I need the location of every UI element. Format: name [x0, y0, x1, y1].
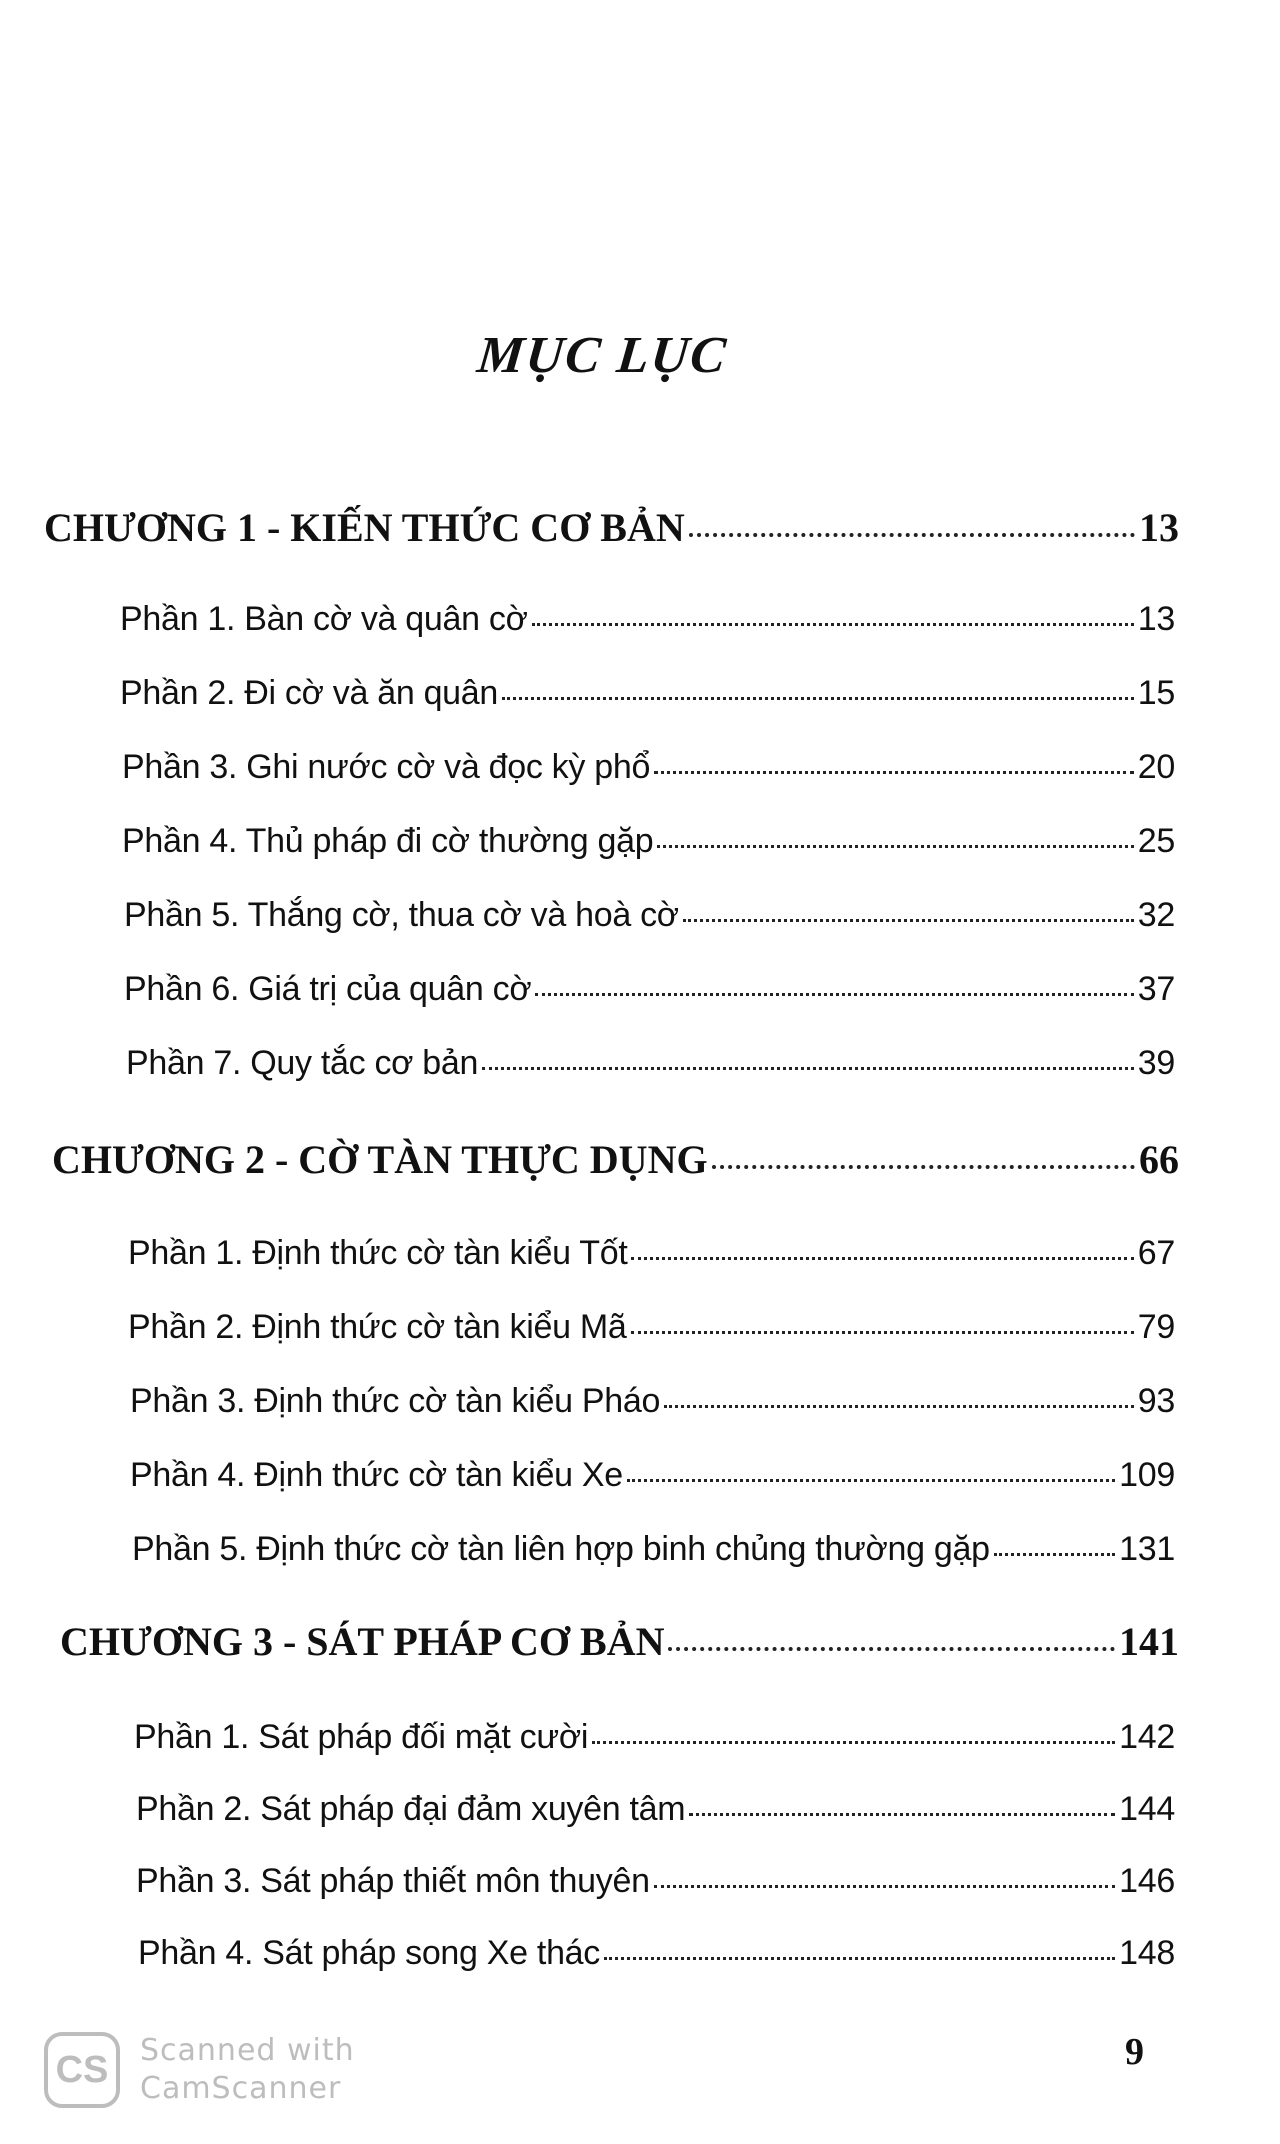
toc-page-number: 109: [1119, 1456, 1175, 1494]
toc-page-number: 79: [1137, 1308, 1175, 1346]
dot-leader: [668, 1647, 1115, 1651]
dot-leader: [631, 1257, 1133, 1260]
toc-item-label: Phần 5. Định thức cờ tàn liên hợp binh chủng thường gặp: [132, 1530, 990, 1568]
toc-item-label: Phần 7. Quy tắc cơ bản: [126, 1044, 479, 1082]
toc-page-number: 15: [1137, 674, 1175, 712]
dot-leader: [592, 1741, 1115, 1744]
toc-chapter-label: CHƯƠNG 1 - KIẾN THỨC CƠ BẢN: [44, 505, 685, 550]
toc-item-label: Phần 4. Thủ pháp đi cờ thường gặp: [122, 822, 654, 860]
toc-chapter-label: CHƯƠNG 3 - SÁT PHÁP CƠ BẢN: [60, 1619, 665, 1664]
toc-item-label: Phần 4. Sát pháp song Xe thác: [138, 1934, 600, 1972]
toc-page-number: 144: [1119, 1790, 1175, 1828]
toc-chapter-label: CHƯƠNG 2 - CỜ TÀN THỰC DỤNG: [52, 1137, 708, 1182]
dot-leader: [654, 1885, 1115, 1888]
toc-item[interactable]: [132, 1530, 1175, 1576]
toc-chapter-3[interactable]: [60, 1618, 1179, 1668]
toc-item-label: Phần 2. Định thức cờ tàn kiểu Mã: [128, 1308, 627, 1346]
toc-page-number: 67: [1137, 1234, 1175, 1272]
toc-item[interactable]: [126, 1044, 1175, 1090]
dot-leader: [627, 1479, 1115, 1482]
camscanner-watermark: [44, 2032, 355, 2108]
dot-leader: [683, 919, 1134, 922]
dot-leader: [712, 1165, 1135, 1169]
dot-leader: [689, 1813, 1115, 1816]
watermark-line-1: Scanned with: [140, 2033, 355, 2068]
toc-item[interactable]: [122, 822, 1175, 868]
toc-page-number: 13: [1139, 505, 1179, 550]
camscanner-logo-icon: CS: [44, 2032, 120, 2108]
dot-leader: [657, 845, 1133, 848]
dot-leader: [664, 1405, 1134, 1408]
dot-leader: [502, 697, 1134, 700]
watermark-line-2: CamScanner: [140, 2071, 342, 2106]
toc-page-number: 25: [1137, 822, 1175, 860]
toc-item-label: Phần 2. Sát pháp đại đảm xuyên tâm: [136, 1790, 686, 1828]
toc-page-number: 39: [1137, 1044, 1175, 1082]
dot-leader: [604, 1957, 1115, 1960]
toc-item[interactable]: [134, 1718, 1175, 1764]
toc-item[interactable]: [130, 1456, 1175, 1502]
toc-item[interactable]: [124, 970, 1175, 1016]
toc-item-label: Phần 5. Thắng cờ, thua cờ và hoà cờ: [124, 896, 679, 934]
page-title: MỤC LỤC: [474, 327, 731, 384]
dot-leader: [482, 1067, 1134, 1070]
toc-page-number: 93: [1137, 1382, 1175, 1420]
toc-page-number: 148: [1119, 1934, 1175, 1972]
toc-page-number: 32: [1137, 896, 1175, 934]
toc-item-label: Phần 3. Định thức cờ tàn kiểu Pháo: [130, 1382, 661, 1420]
dot-leader: [631, 1331, 1134, 1334]
toc-item[interactable]: [130, 1382, 1175, 1428]
toc-item[interactable]: [124, 896, 1175, 942]
toc-item[interactable]: [128, 1308, 1175, 1354]
dot-leader: [535, 993, 1133, 996]
dot-leader: [689, 533, 1135, 537]
toc-chapter-2[interactable]: [52, 1136, 1179, 1186]
toc-page-number: 37: [1137, 970, 1175, 1008]
toc-page-number: 146: [1119, 1862, 1175, 1900]
toc-item-label: Phần 4. Định thức cờ tàn kiểu Xe: [130, 1456, 623, 1494]
toc-page-number: 141: [1119, 1619, 1179, 1664]
toc-page-number: 13: [1137, 600, 1175, 638]
toc-item-label: Phần 1. Định thức cờ tàn kiểu Tốt: [128, 1234, 628, 1272]
toc-item-label: Phần 3. Sát pháp thiết môn thuyên: [136, 1862, 650, 1900]
dot-leader: [654, 771, 1134, 774]
toc-item[interactable]: [122, 748, 1175, 794]
toc-page-number: 142: [1119, 1718, 1175, 1756]
toc-item[interactable]: [138, 1934, 1175, 1980]
page-number: 9: [1125, 2031, 1144, 2073]
dot-leader: [532, 623, 1134, 626]
toc-page-number: 20: [1137, 748, 1175, 786]
toc-item-label: Phần 1. Sát pháp đối mặt cười: [134, 1718, 589, 1756]
toc-page-number: 66: [1139, 1137, 1179, 1182]
toc-item-label: Phần 3. Ghi nước cờ và đọc kỳ phổ: [122, 748, 651, 786]
toc-item[interactable]: [120, 674, 1175, 720]
toc-item-label: Phần 6. Giá trị của quân cờ: [124, 970, 532, 1008]
dot-leader: [994, 1553, 1115, 1556]
toc-page-number: 131: [1119, 1530, 1175, 1568]
toc-item[interactable]: [136, 1862, 1175, 1908]
toc-item[interactable]: [136, 1790, 1175, 1836]
toc-item-label: Phần 2. Đi cờ và ăn quân: [120, 674, 499, 712]
watermark-text: [140, 2032, 355, 2108]
toc-item[interactable]: [128, 1234, 1175, 1280]
toc-chapter-1[interactable]: [44, 504, 1179, 554]
toc-item-label: Phần 1. Bàn cờ và quân cờ: [120, 600, 528, 638]
toc-item[interactable]: [120, 600, 1175, 646]
